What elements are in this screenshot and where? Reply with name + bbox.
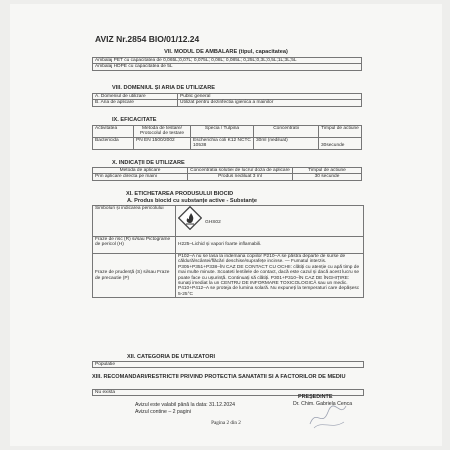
validity-date: Avizul este valabil până la data: 31.12.2024	[135, 402, 235, 408]
table-row	[93, 206, 364, 237]
precaution-phrases-label: Fraze de prudență (S) si/sau Fraze de precautie (P)	[93, 254, 176, 298]
action-time-cell: 30 secunde	[293, 174, 362, 180]
section-7-heading: VII. MODUL DE AMBALARE (tipul, capacitatea)	[164, 49, 288, 55]
signatory-title: PREȘEDINTE	[298, 394, 333, 400]
application-method-cell: Prin aplicare directa pe maini	[93, 174, 188, 180]
species-cell: Escherichia coli K12 NCTC 10538	[191, 137, 254, 149]
table-row	[93, 100, 362, 106]
method-cell: PN EN 1500/2002	[134, 137, 191, 149]
concentration-cell: 30ml (nediluat)	[254, 137, 319, 149]
ghs-code: GHS02	[205, 220, 221, 226]
labelling-table	[92, 205, 364, 298]
column-header: Activitatea	[93, 126, 134, 138]
application-value: Utilizat pentru dezinfectia igienica a mainilor	[178, 100, 362, 106]
column-header: Metoda de aplicare	[93, 168, 188, 174]
page-number: Pagina 2 din 2	[211, 420, 241, 426]
section-9-heading: IX. EFICACITATE	[112, 117, 157, 123]
document-title: AVIZ Nr.2854 BIO/01/12.24	[95, 34, 200, 44]
column-header: Specia / Tulpina	[191, 126, 254, 138]
domain-value: Public general	[178, 94, 362, 100]
packaging-pet: Ambalaj PET cu capacitatea de 0,065L;0,07L; 0,075L; 0,08L; 0,085L; 0,25L;0,3L;0,5L;1L;3L;5L	[93, 58, 362, 64]
table-row	[93, 126, 362, 138]
hazard-symbols-label: Simboluri și indicarea pericolului	[93, 206, 176, 237]
user-category-value: Populatie	[93, 362, 364, 368]
recommendations-value: Nu exista	[93, 390, 364, 396]
efficacy-table	[92, 125, 362, 150]
domain-label: A. Domeniul de utilizare	[93, 94, 178, 100]
column-header: Metoda de testare/ Protocolul de testare	[134, 126, 191, 138]
table-row	[93, 168, 362, 174]
document-page	[10, 4, 442, 446]
usage-domain-table	[92, 93, 362, 107]
column-header: Timpul de actiune	[319, 126, 362, 138]
usage-instructions-table	[92, 167, 362, 181]
table-row	[93, 64, 362, 70]
flame-icon	[178, 206, 202, 230]
section-11-heading: XI. ETICHETAREA PRODUSULUI BIOCID	[126, 191, 234, 197]
table-row	[93, 237, 364, 254]
dose-cell: Produs nediluat 3 ml	[188, 174, 293, 180]
column-header: Concentratii	[254, 126, 319, 138]
section-8-heading: VIII. DOMENIUL ȘI ARIA DE UTILIZARE	[112, 85, 215, 91]
column-header: Timpul de actiune	[293, 168, 362, 174]
hazard-symbol-cell	[176, 206, 364, 237]
page-count-note: Avizul contine – 2 pagini	[135, 409, 191, 415]
section-12-heading: XII. CATEGORIA DE UTILIZATORI	[127, 354, 216, 360]
risk-phrases-label: Fraze de risc (R) si/sau Pictograme de pericol (H)	[93, 237, 176, 254]
packaging-table	[92, 57, 362, 71]
section-11-subheading: A. Produs biocid cu substanțe active - Substanțe	[127, 198, 257, 204]
table-row	[93, 137, 362, 149]
packaging-hdpe: Ambalaj HDPE cu capacitatea de 5L	[93, 64, 362, 70]
column-header: Concentratia solutiei de lucru/ doza de aplicare	[188, 168, 293, 174]
table-row	[93, 362, 364, 368]
activity-cell: Bactericida	[93, 137, 134, 149]
risk-phrases-value: H225–Lichid și vapori foarte inflamabili.	[176, 237, 364, 254]
action-time-cell: 30secunde	[319, 137, 362, 149]
precaution-phrases-value: P102–A nu se lasa la indemana copiilor P210–A se păstra departe de surse de căldură/scântei/flăcări deschise/suprafețe incinse. — Fumatul interzis. P305+P351+P338–ÎN CAZ DE CONTACT CU OCHII: clătiți cu atenție cu apă timp de mai multe minute. Scoateti lentilele de contact, dacă este cazul și dacă acest lucru se poate face cu ușurință. Continuați să clătiți. P301+P310–ÎN CAZ DE ÎNGHIȚIRE: sunați imediat la un CENTRU DE INFORMARE TOXICOLOGICĂ sau un medic. P410+P412–A se proteja de lumina solară. Nu expuneți la temperaturi care depășesc 5-25°C	[176, 254, 364, 298]
user-category-table	[92, 361, 364, 368]
table-row	[93, 254, 364, 298]
section-13-heading: XIII. RECOMANDARI/RESTRICTII PRIVIND PROTECTIA SANATATII SI A FACTORILOR DE MEDIU	[92, 374, 346, 380]
application-label: B. Aria de aplicare	[93, 100, 178, 106]
table-row	[93, 174, 362, 180]
signatory-name: Dr. Chim. Gabriela Cenca	[293, 401, 353, 407]
section-10-heading: X. INDICAȚII DE UTILIZARE	[112, 160, 185, 166]
